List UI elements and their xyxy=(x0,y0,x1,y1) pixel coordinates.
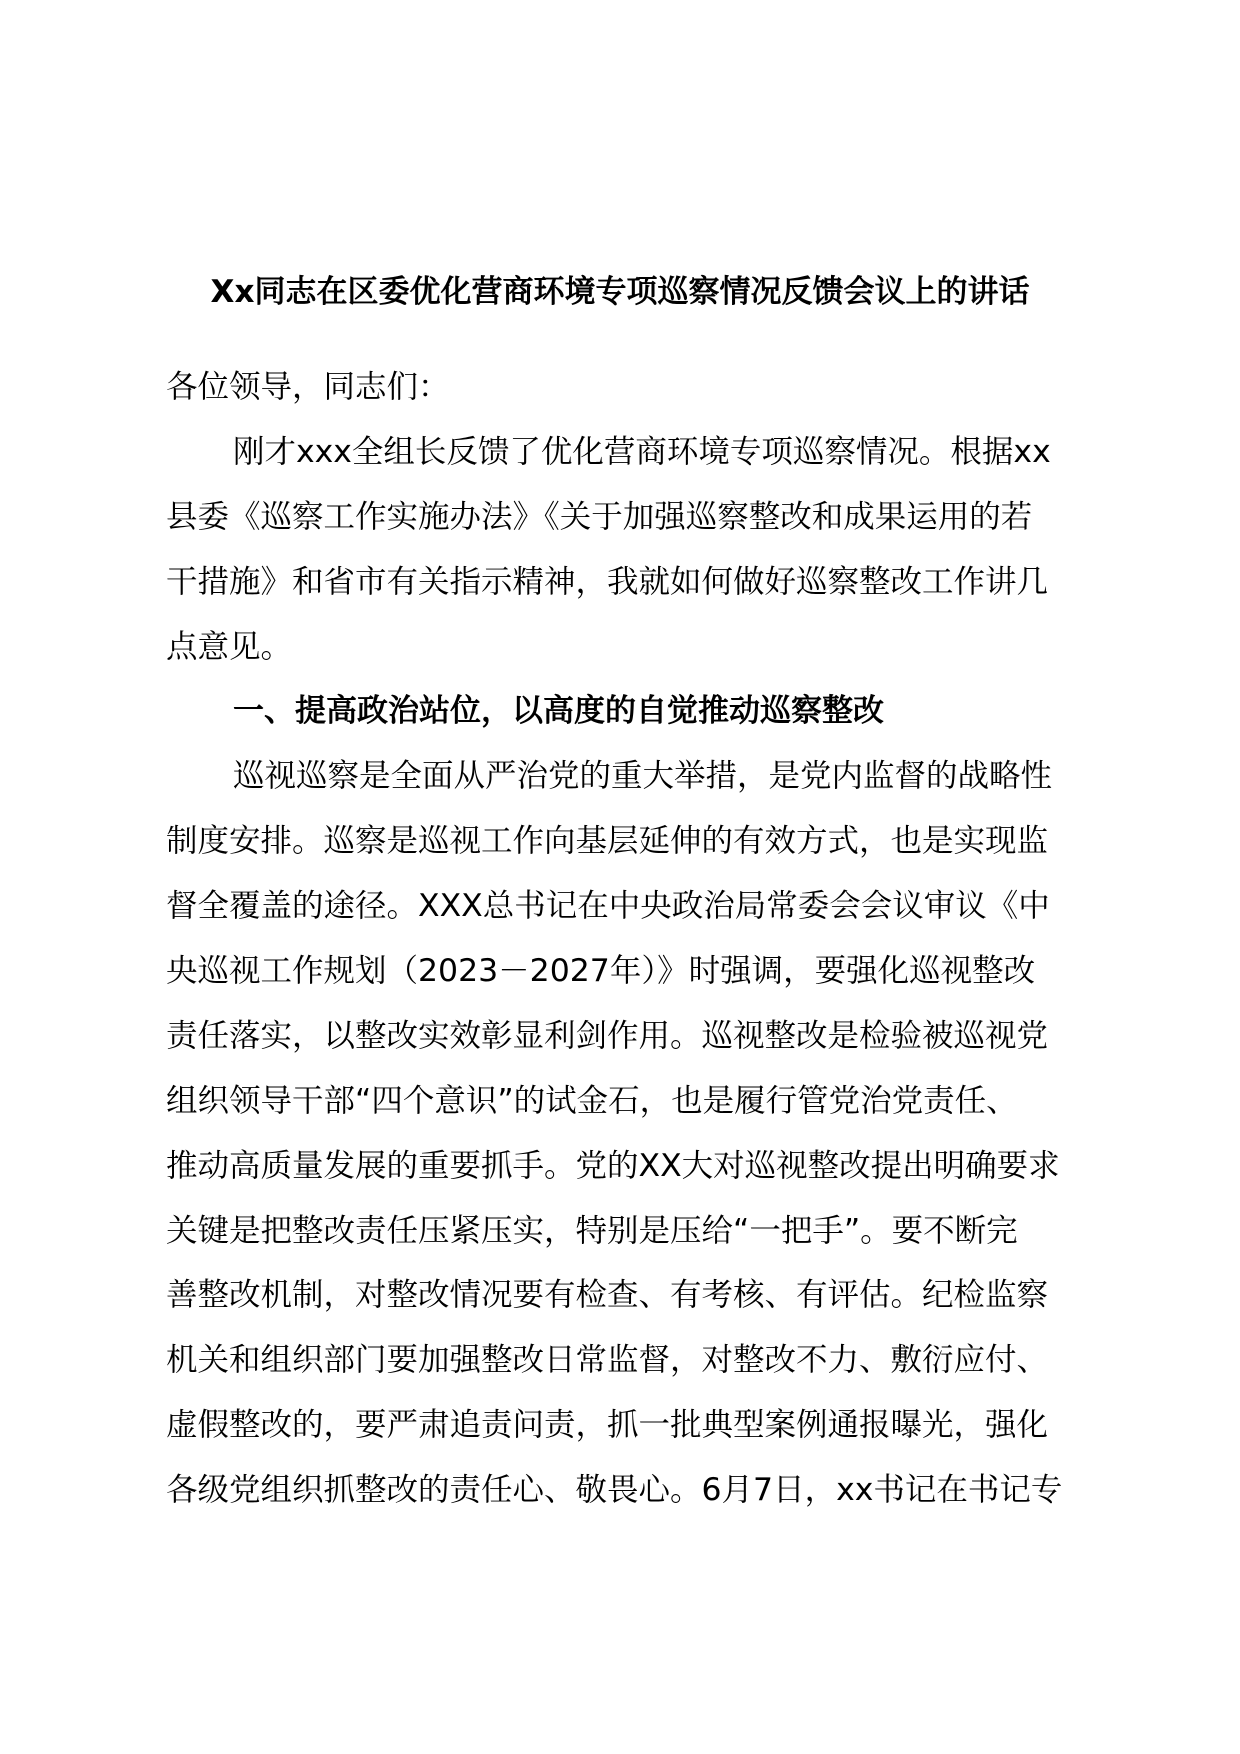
paragraph-2-line: 责任落实，以整改实效彰显利剑作用。巡视整改是检验被巡视党 xyxy=(166,1017,1049,1054)
paragraph-2-line: 机关和组织部门要加强整改日常监督，对整改不力、敷衍应付、 xyxy=(166,1342,1049,1379)
paragraph-2-line: 组织领导干部“四个意识”的试金石，也是履行管党治党责任、 xyxy=(166,1082,1018,1119)
paragraph-2-line: 关键是把整改责任压紧压实，特别是压给“一把手”。要不断完 xyxy=(166,1212,1018,1249)
paragraph-1-line: 刚才xxx全组长反馈了优化营商环境专项巡察情况。根据xx xyxy=(233,433,1051,470)
document-title: Xx同志在区委优化营商环境专项巡察情况反馈会议上的讲话 xyxy=(210,274,1030,310)
paragraph-2-line: 各级党组织抓整改的责任心、敬畏心。6月7日，xx书记在书记专 xyxy=(166,1472,1063,1509)
paragraph-2-line: 善整改机制，对整改情况要有检查、有考核、有评估。纪检监察 xyxy=(166,1277,1049,1314)
section-1-heading: 一、提高政治站位，以高度的自觉推动巡察整改 xyxy=(233,693,884,730)
document-body xyxy=(166,362,1106,1530)
salutation: 各位领导，同志们： xyxy=(166,369,450,405)
paragraph-2-line: 虚假整改的，要严肃追责问责，抓一批典型案例通报曝光，强化 xyxy=(166,1407,1049,1444)
paragraph-2-line: 督全覆盖的途径。XXX总书记在中央政治局常委会会议审议《中 xyxy=(166,888,1050,925)
paragraph-1-line: 县委《巡察工作实施办法》《关于加强巡察整改和成果运用的若 xyxy=(166,498,1033,535)
paragraph-2-line: 央巡视工作规划（2023－2027年）》时强调，要强化巡视整改 xyxy=(166,953,1036,990)
paragraph-2-line: 推动高质量发展的重要抓手。党的XX大对巡视整改提出明确要求 xyxy=(166,1147,1060,1184)
paragraph-2-line: 巡视巡察是全面从严治党的重大举措，是党内监督的战略性 xyxy=(233,758,1053,795)
paragraph-2-line: 制度安排。巡察是巡视工作向基层延伸的有效方式，也是实现监 xyxy=(166,823,1049,860)
paragraph-1-line: 点意见。 xyxy=(166,628,293,665)
paragraph-1-line: 干措施》和省市有关指示精神，我就如何做好巡察整改工作讲几 xyxy=(166,563,1049,600)
